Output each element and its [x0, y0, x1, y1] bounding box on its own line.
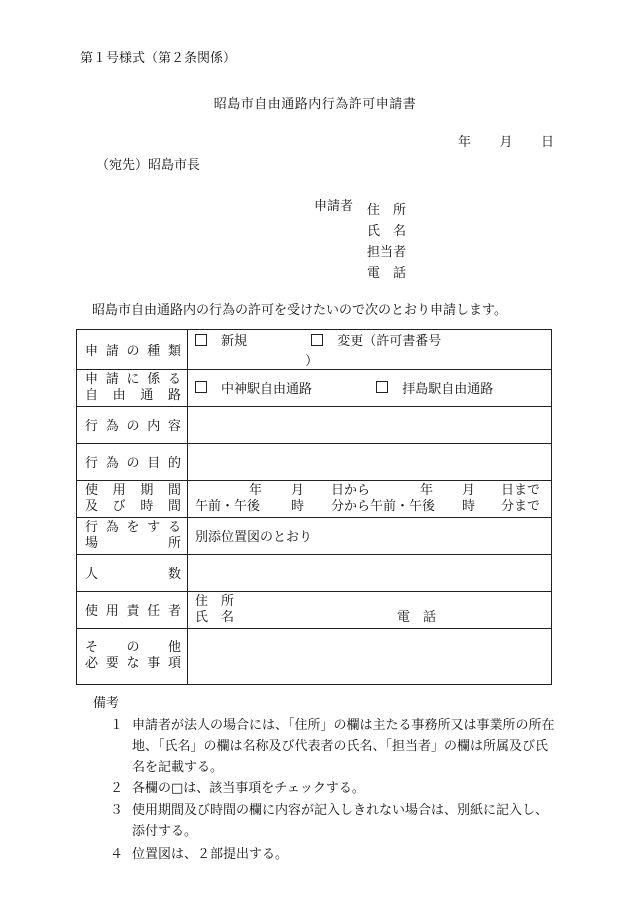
statement: 昭島市自由通路内の行為の許可を受けたいので次のとおり申請します。: [92, 303, 507, 318]
label-content: 行 為 の 内 容: [85, 419, 181, 434]
note-item: ３ 使用期間及び時間の欄に内容が記入しきれない場合は、別紙に記入し、添付する。: [110, 803, 549, 839]
date-line: [458, 136, 554, 149]
label-period-2: 及 び 時 間: [85, 498, 181, 514]
applicant-contact-label: 担当者: [367, 245, 407, 260]
row-place: [77, 517, 552, 554]
checkbox-icon: [195, 381, 207, 393]
checkbox-icon: [376, 381, 388, 393]
responsible-name-label: 氏 名: [195, 609, 235, 625]
label-purpose: 行 為 の 目 的: [85, 456, 181, 471]
row-purpose: [77, 443, 552, 480]
field-people[interactable]: [188, 554, 552, 591]
label-period-1: 使 用 期 間: [85, 482, 181, 498]
row-passage: [77, 369, 552, 406]
application-table: [76, 329, 552, 685]
row-application-type: [77, 330, 552, 370]
checkbox-icon: [195, 334, 207, 346]
checkbox-new[interactable]: 新規: [195, 330, 247, 349]
form-number: 第１号様式（第２条関係）: [80, 51, 237, 66]
label-place-1: 行 為 を す る: [85, 519, 181, 535]
row-people: [77, 554, 552, 591]
label-people: 人 数: [85, 567, 181, 582]
row-period: [77, 480, 552, 517]
label-passage-2: 自 由 通 路: [85, 387, 181, 403]
applicant-address-label: 住 所: [367, 203, 407, 218]
row-other: [77, 628, 552, 684]
label-passage-1: 申 請 に 係 る: [85, 371, 181, 387]
note-item: １ 申請者が法人の場合には、「住所」の欄は主たる事務所又は事業所の所在地、「氏名」の欄は名称及び代表者の氏名、「担当者」の欄は所属及び氏名を記載する。: [110, 718, 555, 775]
responsible-phone-label: 電 話: [397, 609, 437, 625]
row-content: [77, 406, 552, 443]
date-day: 日: [540, 135, 554, 150]
applicant-label: 申請者: [314, 199, 354, 214]
applicant-name-label: 氏 名: [367, 224, 407, 239]
checkbox-haijima[interactable]: 拝島駅自由通路: [376, 378, 493, 397]
label-application-type: 申 請 の 種 類: [85, 343, 181, 359]
note-item: ４ 位置図は、２部提出する。: [110, 847, 289, 862]
field-period[interactable]: [188, 480, 552, 517]
field-other[interactable]: [188, 628, 552, 684]
field-content[interactable]: [188, 406, 552, 443]
label-other-1: そ の 他: [85, 640, 181, 655]
note-item: ２ 各欄の□は、該当事項をチェックする。: [110, 781, 365, 796]
field-purpose[interactable]: [188, 443, 552, 480]
label-responsible: 使 用 責 任 者: [85, 604, 181, 619]
period-line-2: 午前・午後 時 分から午前・午後 時 分まで: [195, 498, 541, 514]
permit-number-close: ）: [305, 353, 319, 369]
applicant-fields: [367, 200, 406, 284]
checkbox-nakagami[interactable]: 中神駅自由通路: [195, 378, 312, 397]
row-responsible: [77, 591, 552, 628]
applicant-phone-label: 電 話: [367, 266, 407, 281]
date-month: 月: [499, 135, 513, 150]
date-year: 年: [458, 135, 472, 150]
responsible-address-label: 住 所: [195, 593, 235, 609]
field-responsible[interactable]: [188, 591, 552, 628]
label-other-2: 必 要 な 事 項: [85, 656, 181, 671]
checkbox-change[interactable]: 変更（許可書番号: [311, 330, 441, 349]
addressee: （宛先）昭島市長: [96, 158, 201, 173]
notes-heading: 備考: [93, 696, 120, 711]
page-title: 昭島市自由通路内行為許可申請書: [213, 97, 417, 112]
field-place[interactable]: 別添位置図のとおり: [188, 517, 552, 554]
period-line-1: 年 月 日から 年 月 日まで: [249, 482, 541, 498]
label-place-2: 場 所: [85, 535, 181, 551]
checkbox-icon: [311, 334, 323, 346]
